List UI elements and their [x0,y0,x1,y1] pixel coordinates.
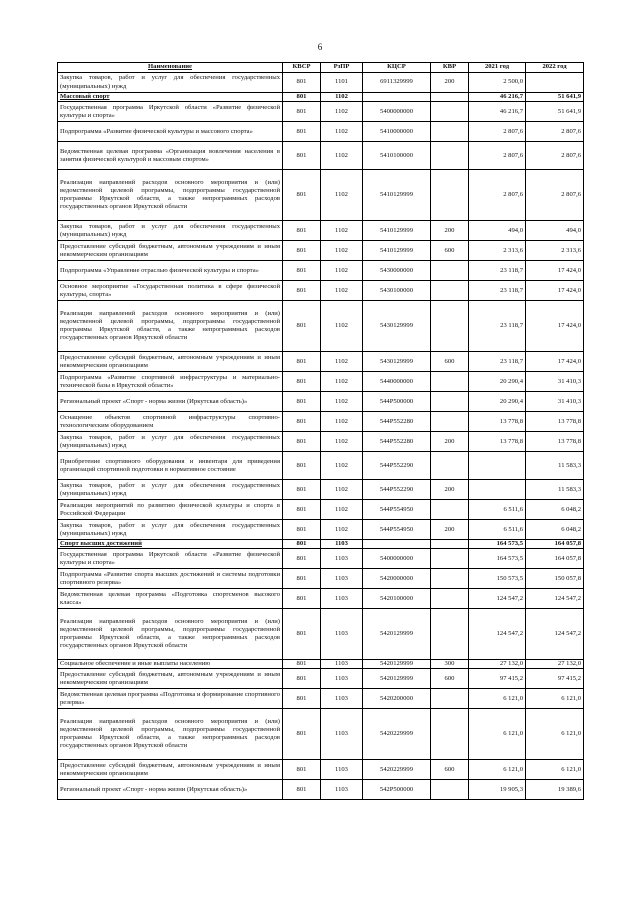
table-row [58,372,584,392]
cell-name: Закупка товаров, работ и услуг для обеспечения государственных (муниципальных) нужд [58,480,283,500]
header-kvr: КВР [431,63,469,73]
table-row [58,709,584,760]
cell-name: Реализация направлений расходов основного мероприятия и (или) ведомственной целевой программы, подпрограммы государственной программы Иркутской области, а также непрограммных расходов государственных органов Иркутской области [58,609,283,660]
cell-kvr [431,709,469,760]
cell-2022: 6 121,0 [526,709,584,760]
cell-kvsr: 801 [283,480,321,500]
cell-name: Реализация направлений расходов основного мероприятия и (или) ведомственной целевой программы, подпрограммы государственной программы Иркутской области, а также непрограммных расходов государственных органов Иркутской области [58,709,283,760]
table-row [58,549,584,569]
cell-2021: 97 415,2 [469,669,526,689]
cell-2021: 2 500,0 [469,73,526,93]
cell-kcsr: 5420229999 [363,760,431,780]
cell-kcsr [363,540,431,549]
cell-name: Подпрограмма «Развитие спортивной инфраструктуры и материально- технической базы в Иркутской области» [58,372,283,392]
cell-kvsr: 801 [283,589,321,609]
cell-2022: 17 424,0 [526,301,584,352]
cell-2022: 124 547,2 [526,589,584,609]
cell-kvr: 200 [431,221,469,241]
cell-rzpr: 1102 [321,412,363,432]
cell-kcsr: 5440000000 [363,372,431,392]
table-row [58,452,584,480]
cell-kcsr: 5420000000 [363,569,431,589]
cell-kcsr: 544P552290 [363,480,431,500]
cell-name: Предоставление субсидий бюджетным, автономным учреждениям и иным некоммерческим организациям [58,669,283,689]
cell-kcsr: 5410100000 [363,142,431,170]
cell-kcsr: 542P500000 [363,780,431,800]
cell-2022: 51 641,9 [526,102,584,122]
cell-2021: 6 511,6 [469,500,526,520]
cell-2021: 13 778,8 [469,412,526,432]
cell-kvr: 600 [431,352,469,372]
table-row [58,352,584,372]
cell-kcsr: 544P500000 [363,392,431,412]
cell-kvsr: 801 [283,93,321,102]
cell-kcsr: 5430129999 [363,352,431,372]
cell-kvsr: 801 [283,221,321,241]
table-row [58,432,584,452]
table-row [58,93,584,102]
cell-kvsr: 801 [283,669,321,689]
table-row [58,221,584,241]
cell-kvr [431,589,469,609]
cell-name: Приобретение спортивного оборудования и инвентаря для приведения организаций спортивной подготовки в нормативное состояние [58,452,283,480]
cell-kvr: 600 [431,669,469,689]
cell-rzpr: 1102 [321,480,363,500]
cell-2022: 6 048,2 [526,500,584,520]
cell-rzpr: 1103 [321,569,363,589]
cell-kcsr: 544P554950 [363,500,431,520]
cell-kvr [431,609,469,660]
cell-rzpr: 1103 [321,689,363,709]
cell-kvr [431,281,469,301]
table-row [58,170,584,221]
cell-kvr [431,170,469,221]
cell-kcsr: 5420129999 [363,669,431,689]
cell-kvsr: 801 [283,520,321,540]
cell-rzpr: 1102 [321,452,363,480]
cell-2022: 6 121,0 [526,760,584,780]
cell-kvsr: 801 [283,281,321,301]
cell-kvsr: 801 [283,412,321,432]
cell-kvr [431,412,469,432]
cell-2021: 2 313,6 [469,241,526,261]
cell-kvsr: 801 [283,609,321,660]
table-row [58,102,584,122]
cell-rzpr: 1103 [321,549,363,569]
cell-2022: 51 641,9 [526,93,584,102]
cell-name: Реализация мероприятий по развитию физической культуры и спорта в Российской Федерации [58,500,283,520]
cell-2021: 164 573,5 [469,549,526,569]
table-row [58,480,584,500]
table-row [58,520,584,540]
cell-2021: 150 573,5 [469,569,526,589]
cell-name: Ведомственная целевая программа «Организация вовлечения населения в занятия физической культурой и массовым спортом» [58,142,283,170]
cell-2021: 6 121,0 [469,760,526,780]
cell-name: Предоставление субсидий бюджетным, автономным учреждениям и иным некоммерческим организациям [58,352,283,372]
cell-kcsr: 5400000000 [363,102,431,122]
cell-name: Основное мероприятие «Государственная политика в сфере физической культуры, спорта» [58,281,283,301]
cell-name: Спорт высших достижений [58,540,283,549]
table-row [58,73,584,93]
budget-table [57,62,584,800]
cell-kvr: 200 [431,432,469,452]
cell-kcsr: 5430100000 [363,281,431,301]
cell-kcsr: 5410129999 [363,170,431,221]
cell-rzpr: 1102 [321,372,363,392]
table-row [58,392,584,412]
cell-2021: 46 216,7 [469,93,526,102]
table-row [58,689,584,709]
cell-rzpr: 1103 [321,780,363,800]
cell-kvsr: 801 [283,540,321,549]
cell-kvsr: 801 [283,452,321,480]
cell-kvsr: 801 [283,122,321,142]
table-row [58,122,584,142]
cell-rzpr: 1102 [321,221,363,241]
cell-2021: 2 807,6 [469,170,526,221]
cell-kcsr: 5420229999 [363,709,431,760]
cell-2021: 23 118,7 [469,352,526,372]
cell-2021: 6 121,0 [469,709,526,760]
cell-kvr: 200 [431,520,469,540]
cell-2022: 2 807,6 [526,122,584,142]
cell-kvr: 600 [431,760,469,780]
cell-2021: 2 807,6 [469,142,526,170]
cell-kvr [431,122,469,142]
cell-kcsr: 6911329999 [363,73,431,93]
cell-2022: 27 132,0 [526,660,584,669]
cell-rzpr: 1102 [321,261,363,281]
table-row [58,301,584,352]
cell-name: Ведомственная целевая программа «Подготовка и формирование спортивного резерва» [58,689,283,709]
cell-kvsr: 801 [283,709,321,760]
cell-name: Реализация направлений расходов основного мероприятия и (или) ведомственной целевой программы, подпрограммы государственной программы Иркутской области, а также непрограммных расходов государственных органов Иркутской области [58,170,283,221]
cell-2022: 31 410,3 [526,372,584,392]
cell-rzpr: 1103 [321,589,363,609]
cell-kvsr: 801 [283,549,321,569]
cell-rzpr: 1102 [321,142,363,170]
cell-name: Подпрограмма «Развитие физической культуры и массового спорта» [58,122,283,142]
cell-kvsr: 801 [283,432,321,452]
cell-rzpr: 1103 [321,660,363,669]
cell-2021: 13 778,8 [469,432,526,452]
cell-name: Ведомственная целевая программа «Подготовка спортсменов высокого класса» [58,589,283,609]
cell-2021: 23 118,7 [469,281,526,301]
cell-2021: 23 118,7 [469,261,526,281]
table-row [58,589,584,609]
cell-kvr: 200 [431,73,469,93]
cell-kcsr: 5430129999 [363,301,431,352]
cell-kcsr: 5420200000 [363,689,431,709]
table-row [58,281,584,301]
cell-rzpr: 1102 [321,520,363,540]
cell-kvr [431,102,469,122]
cell-2021: 124 547,2 [469,589,526,609]
cell-name: Подпрограмма «Развитие спорта высших достижений и системы подготовки спортивного резерва» [58,569,283,589]
cell-2022: 13 778,8 [526,432,584,452]
cell-2021: 20 290,4 [469,392,526,412]
cell-2022: 13 778,8 [526,412,584,432]
header-kvsr: КВСР [283,63,321,73]
cell-kcsr: 5400000000 [363,549,431,569]
cell-name: Предоставление субсидий бюджетным, автономным учреждениям и иным некоммерческим организациям [58,241,283,261]
cell-rzpr: 1102 [321,500,363,520]
cell-kvr [431,540,469,549]
header-2021: 2021 год [469,63,526,73]
table-row [58,609,584,660]
cell-kcsr: 5420129999 [363,660,431,669]
cell-kvr [431,452,469,480]
cell-rzpr: 1102 [321,241,363,261]
cell-kvsr: 801 [283,689,321,709]
cell-2022: 494,0 [526,221,584,241]
cell-kvr [431,569,469,589]
cell-name: Реализация направлений расходов основного мероприятия и (или) ведомственной целевой программы, подпрограммы государственной программы Иркутской области, а также непрограммных расходов государственных органов Иркутской области [58,301,283,352]
cell-kvsr: 801 [283,352,321,372]
cell-2021 [469,452,526,480]
table-row [58,142,584,170]
cell-rzpr: 1102 [321,170,363,221]
table-row [58,412,584,432]
cell-name: Социальное обеспечение и иные выплаты населению [58,660,283,669]
cell-name: Государственная программа Иркутской области «Развитие физической культуры и спорта» [58,102,283,122]
cell-rzpr: 1103 [321,760,363,780]
cell-kvr [431,261,469,281]
cell-name: Государственная программа Иркутской области «Развитие физической культуры и спорта» [58,549,283,569]
cell-kvr [431,301,469,352]
cell-2022: 17 424,0 [526,352,584,372]
cell-2022: 6 121,0 [526,689,584,709]
cell-rzpr: 1103 [321,609,363,660]
cell-name: Региональный проект «Спорт - норма жизни (Иркутская область)» [58,392,283,412]
cell-2022: 150 057,8 [526,569,584,589]
cell-2021: 6 511,6 [469,520,526,540]
cell-kvsr: 801 [283,241,321,261]
table-row [58,780,584,800]
cell-rzpr: 1102 [321,122,363,142]
page-number: 6 [317,42,323,52]
cell-kvsr: 801 [283,372,321,392]
cell-rzpr: 1102 [321,281,363,301]
cell-kvsr: 801 [283,102,321,122]
table-row [58,760,584,780]
cell-rzpr: 1102 [321,432,363,452]
cell-kvsr: 801 [283,392,321,412]
cell-rzpr: 1103 [321,709,363,760]
cell-kvsr: 801 [283,569,321,589]
cell-2022: 2 313,6 [526,241,584,261]
cell-kvr [431,500,469,520]
cell-kvr [431,372,469,392]
cell-rzpr: 1102 [321,93,363,102]
cell-kvsr: 801 [283,780,321,800]
cell-2021: 124 547,2 [469,609,526,660]
table-body [58,73,584,800]
cell-name: Закупка товаров, работ и услуг для обеспечения государственных (муниципальных) нужд [58,520,283,540]
cell-name: Оснащение объектов спортивной инфраструктуры спортивно-технологическим оборудованием [58,412,283,432]
cell-2022: 124 547,2 [526,609,584,660]
header-name: Наименование [58,63,283,73]
cell-name: Предоставление субсидий бюджетным, автономным учреждениям и иным некоммерческим организациям [58,760,283,780]
cell-kvsr: 801 [283,660,321,669]
cell-2021: 164 573,5 [469,540,526,549]
cell-kvsr: 801 [283,760,321,780]
cell-kvsr: 801 [283,170,321,221]
header-kcsr: КЦСР [363,63,431,73]
cell-kcsr: 544P552290 [363,452,431,480]
cell-kvr: 200 [431,480,469,500]
cell-kcsr: 5410129999 [363,241,431,261]
cell-name: Закупка товаров, работ и услуг для обеспечения государственных (муниципальных) нужд [58,73,283,93]
cell-kcsr: 5410000000 [363,122,431,142]
table-row [58,660,584,669]
cell-kvsr: 801 [283,73,321,93]
table-row [58,669,584,689]
cell-name: Массовый спорт [58,93,283,102]
cell-kvr: 300 [431,660,469,669]
cell-name: Закупка товаров, работ и услуг для обеспечения государственных (муниципальных) нужд [58,221,283,241]
cell-kcsr [363,93,431,102]
cell-kvr [431,549,469,569]
cell-2021: 23 118,7 [469,301,526,352]
cell-2022: 164 057,8 [526,540,584,549]
cell-2022: 164 057,8 [526,549,584,569]
cell-kcsr: 544P554950 [363,520,431,540]
cell-kcsr: 544P552280 [363,412,431,432]
cell-kvr [431,780,469,800]
cell-2021: 46 216,7 [469,102,526,122]
cell-name: Подпрограмма «Управление отраслью физической культуры и спорта» [58,261,283,281]
cell-kcsr: 544P552280 [363,432,431,452]
cell-rzpr: 1102 [321,301,363,352]
cell-kvr [431,142,469,170]
cell-2022: 31 410,3 [526,392,584,412]
cell-kvsr: 801 [283,301,321,352]
cell-2022 [526,73,584,93]
cell-rzpr: 1103 [321,540,363,549]
table-header-row [58,63,584,73]
cell-rzpr: 1101 [321,73,363,93]
cell-2021: 2 807,6 [469,122,526,142]
cell-name: Региональный проект «Спорт - норма жизни (Иркутская область)» [58,780,283,800]
cell-2022: 2 807,6 [526,142,584,170]
cell-rzpr: 1102 [321,352,363,372]
table-row [58,569,584,589]
table-row [58,500,584,520]
cell-rzpr: 1102 [321,102,363,122]
cell-rzpr: 1103 [321,669,363,689]
cell-2021 [469,480,526,500]
cell-2021: 494,0 [469,221,526,241]
cell-2022: 11 583,3 [526,480,584,500]
cell-name: Закупка товаров, работ и услуг для обеспечения государственных (муниципальных) нужд [58,432,283,452]
cell-kvr [431,392,469,412]
cell-kcsr: 5430000000 [363,261,431,281]
cell-kvr [431,93,469,102]
cell-2022: 19 389,6 [526,780,584,800]
cell-2022: 17 424,0 [526,261,584,281]
cell-kcsr: 5420129999 [363,609,431,660]
cell-kcsr: 5410129999 [363,221,431,241]
header-rzpr: РзПР [321,63,363,73]
cell-2022: 2 807,6 [526,170,584,221]
cell-2022: 11 583,3 [526,452,584,480]
cell-kvsr: 801 [283,142,321,170]
cell-rzpr: 1102 [321,392,363,412]
cell-2021: 20 290,4 [469,372,526,392]
cell-2022: 97 415,2 [526,669,584,689]
cell-kvr [431,689,469,709]
cell-2021: 27 132,0 [469,660,526,669]
cell-2022: 6 048,2 [526,520,584,540]
cell-kcsr: 5420100000 [363,589,431,609]
table-row [58,540,584,549]
cell-kvsr: 801 [283,500,321,520]
table-row [58,241,584,261]
cell-kvr: 600 [431,241,469,261]
cell-2021: 6 121,0 [469,689,526,709]
cell-kvsr: 801 [283,261,321,281]
header-2022: 2022 год [526,63,584,73]
table-row [58,261,584,281]
cell-2022: 17 424,0 [526,281,584,301]
cell-2021: 19 905,3 [469,780,526,800]
